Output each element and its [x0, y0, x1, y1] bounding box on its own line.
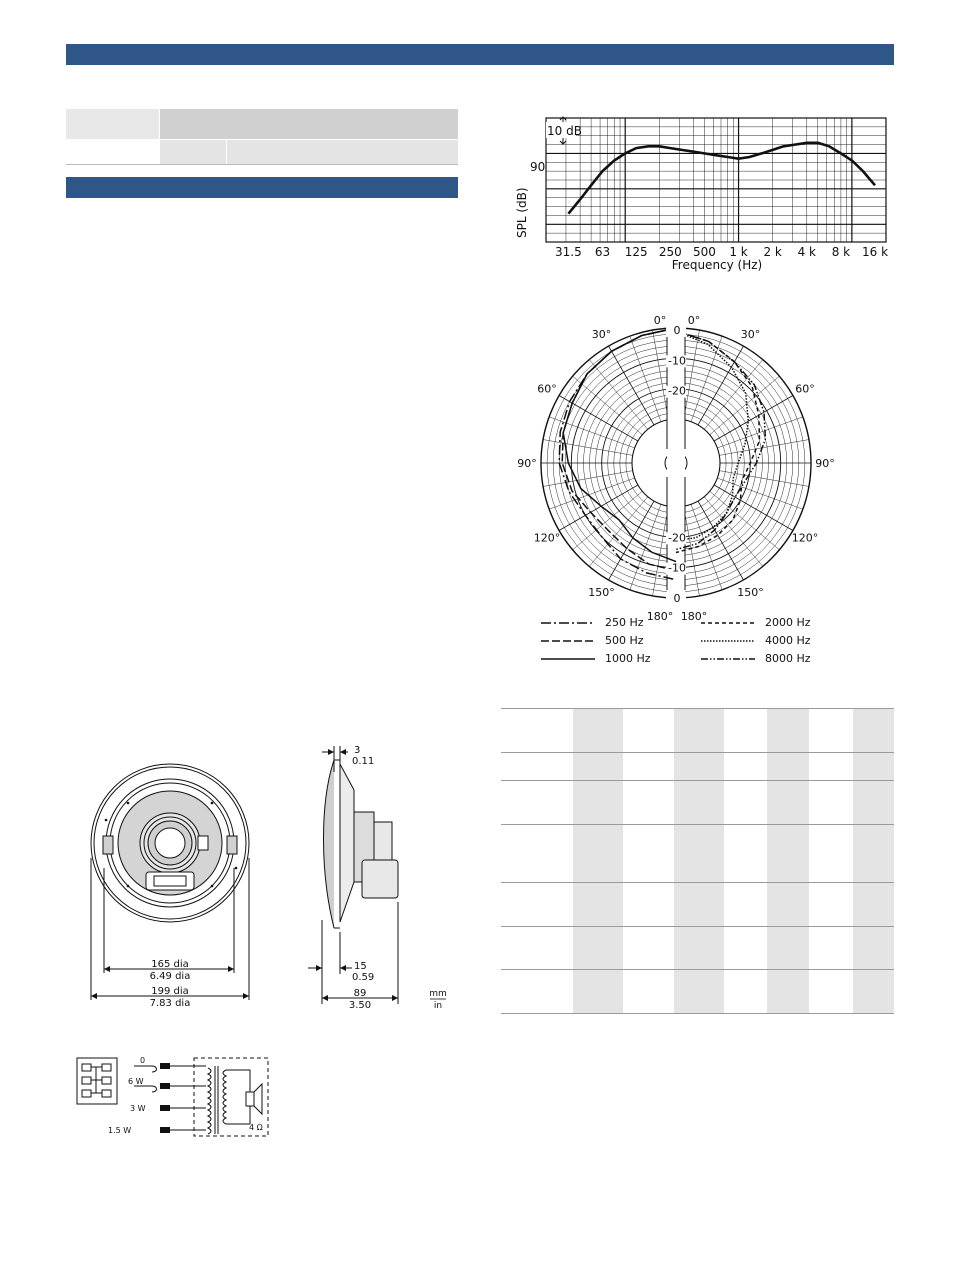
tap-3w: 3 W	[130, 1104, 146, 1113]
right-angle-label: 180°	[680, 610, 708, 623]
table-rule	[501, 824, 894, 825]
db-label-upper: -10	[668, 354, 686, 368]
right-angle-label: 90°	[815, 457, 835, 470]
polar-legend: 250 Hz 500 Hz 1000 Hz 2000 Hz 4000 Hz 8000 Hz	[605, 616, 811, 665]
left-angle-label: 150°	[588, 586, 615, 600]
side-dim-15-in: 0.59	[352, 972, 375, 983]
unit-in: in	[433, 1001, 443, 1011]
spec-table-row-rule	[66, 164, 458, 165]
tap-0: 0	[140, 1056, 146, 1065]
x-tick-label: 4 k	[797, 245, 816, 259]
front-dim-199-in: 7.83 dia	[149, 998, 191, 1009]
unit-mm: mm	[429, 989, 447, 999]
table-rule	[501, 969, 894, 970]
x-axis-label: Frequency (Hz)	[671, 258, 763, 272]
side-view-drawing	[302, 742, 452, 1012]
right-angle-label: 30°	[740, 327, 761, 341]
x-tick-label: 1 k	[729, 245, 748, 259]
x-tick-label: 500	[692, 245, 716, 259]
left-angle-label: 60°	[537, 382, 557, 396]
db-label-upper: -20	[668, 384, 686, 398]
front-dim-199-mm: 199 dia	[151, 986, 189, 997]
x-tick-label: 63	[594, 245, 611, 259]
side-dim-89-in: 3.50	[348, 1000, 372, 1011]
left-angle-label: 0°	[653, 314, 667, 327]
left-angle-label: 180°	[646, 610, 674, 623]
left-angle-label: 30°	[591, 327, 612, 341]
table-rule	[501, 708, 894, 709]
x-tick-label: 125	[624, 245, 648, 259]
side-dim-15-mm: 15	[354, 961, 367, 972]
y-axis-label: SPL (dB)	[515, 187, 529, 238]
spec-table-label-cell	[66, 109, 159, 139]
table-rule	[501, 780, 894, 781]
front-view-drawing	[84, 758, 284, 1018]
spec-table-header-cell	[160, 109, 458, 139]
section-band	[66, 177, 458, 198]
db-label-upper: 0	[673, 324, 681, 337]
x-tick-labels	[555, 245, 888, 259]
left-angle-label: 90°	[517, 457, 537, 470]
spec-table-row-cell-a	[160, 140, 226, 164]
tap-6w: 6 W	[128, 1077, 144, 1086]
side-dim-89-mm: 89	[353, 988, 367, 999]
scale-marker	[546, 117, 582, 144]
header-band	[66, 44, 894, 65]
side-dim-3-in: 0.11	[352, 756, 375, 767]
right-angle-label: 150°	[737, 586, 764, 600]
table-rule	[501, 926, 894, 927]
right-angle-label: 60°	[795, 382, 815, 396]
x-tick-label: 2 k	[763, 245, 782, 259]
table-rule	[501, 752, 894, 753]
x-tick-label: 16 k	[861, 245, 889, 259]
db-label-lower: -20	[668, 531, 686, 545]
front-dim-165-mm: 165 dia	[151, 959, 189, 970]
right-angle-label: 0°	[687, 314, 701, 327]
front-dim-165-in: 6.49 dia	[149, 971, 191, 982]
x-tick-label: 8 k	[831, 245, 851, 259]
right-angle-label: 120°	[791, 531, 819, 545]
spec-table-right	[501, 708, 894, 1014]
tap-1-5w: 1.5 W	[108, 1126, 132, 1135]
side-dim-3-mm: 3	[354, 745, 361, 756]
frequency-response-chart	[506, 108, 889, 278]
y-tick-90: 90	[530, 160, 546, 174]
impedance-label: 4 Ω	[249, 1123, 263, 1132]
db-label-lower: 0	[673, 592, 681, 605]
left-angle-label: 120°	[533, 531, 561, 545]
table-rule	[501, 1013, 894, 1014]
db-label-lower: -10	[668, 561, 686, 575]
spec-table-row-cell-b	[227, 140, 458, 164]
table-rule	[501, 882, 894, 883]
polar-directivity-chart	[516, 314, 836, 623]
wiring-diagram	[74, 1054, 274, 1144]
x-tick-label: 31.5	[554, 245, 582, 259]
x-tick-label: 250	[658, 245, 682, 259]
scale-note: 10 dB	[547, 124, 582, 138]
